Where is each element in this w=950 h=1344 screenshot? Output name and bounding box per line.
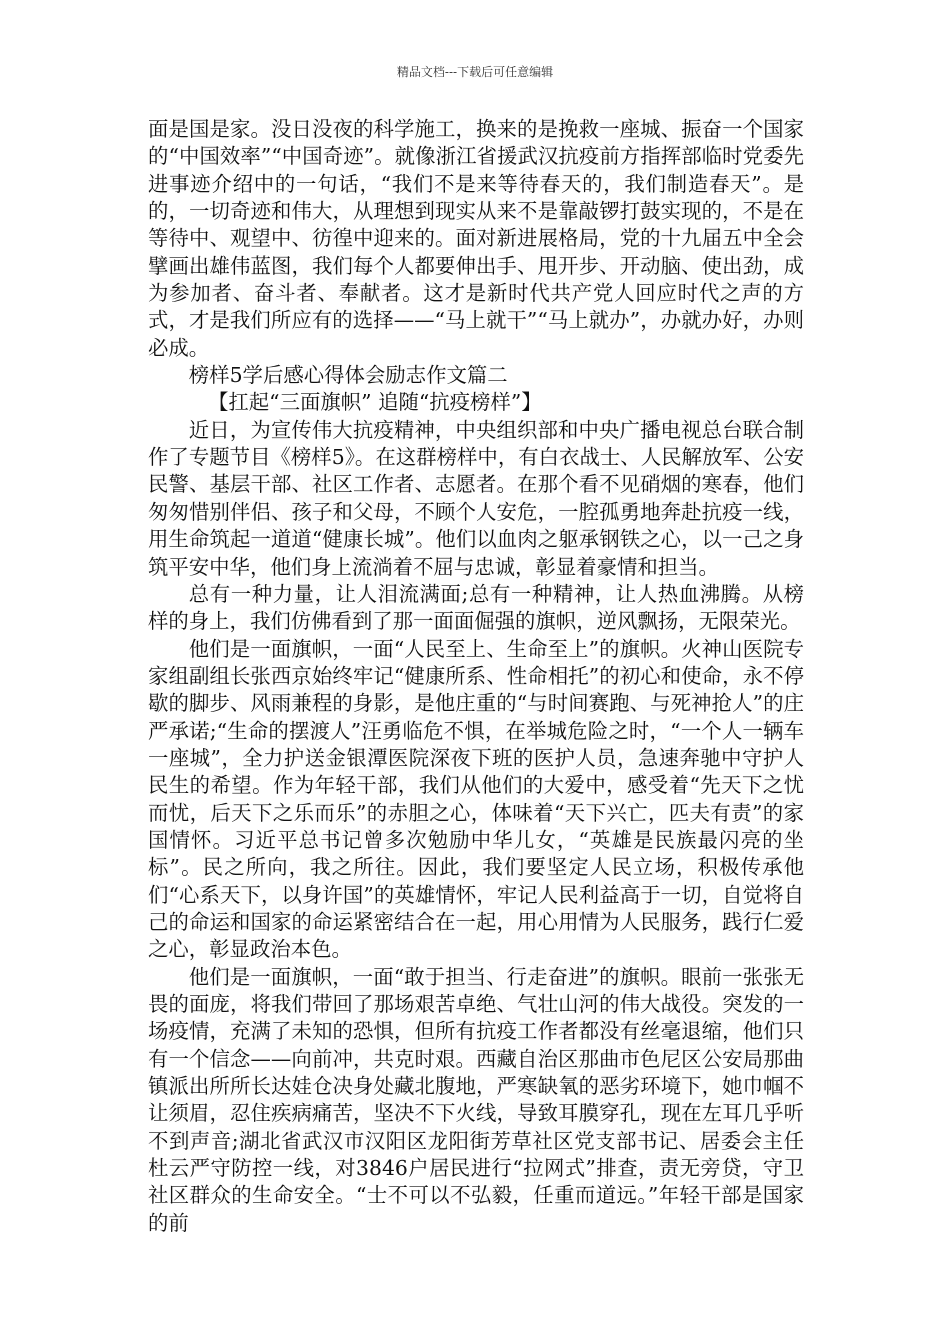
- section-subtitle: 【扛起“三面旗帜” 追随“抗疫榜样”】: [208, 390, 542, 415]
- section-title: 榜样5学后感心得体会励志作文篇二: [188, 363, 508, 388]
- document-body: [148, 116, 804, 1237]
- paragraph-3: 总有一种力量，让人泪流满面;总有一种精神，让人热血沸腾。从榜样的身上，我们仿佛看到了那一面面倔强的旗帜，逆风飘扬，无限荣光。: [148, 581, 804, 634]
- paragraph-4: 他们是一面旗帜，一面“人民至上、生命至上”的旗帜。火神山医院专家组副组长张西京始终牢记“健康所系、性命相托”的初心和使命，永不停歇的脚步、风雨兼程的身影，是他庄重的“与时间赛跑、与死神抢人”的庄严承诺;“生命的摆渡人”汪勇临危不惧，在举城危险之时，“一个人一辆车一座城”，全力护送金银潭医院深夜下班的医护人员，急速奔驰中守护人民生的希望。作为年轻干部，我们从他们的大爱中，感受着“先天下之忧而忧，后天下之乐而乐”的赤胆之心，体味着“天下兴亡，匹夫有责”的家国情怀。习近平总书记曾多次勉励中华儿女，“英雄是民族最闪亮的坐标”。民之所向，我之所往。因此，我们要坚定人民立场，积极传承他们“心系天下，以身许国”的英雄情怀，牢记人民利益高于一切，自觉将自己的命运和国家的命运紧密结合在一起，用心用情为人民服务，践行仁爱之心，彰显政治本色。: [148, 636, 804, 962]
- paragraph-1: 面是国是家。没日没夜的科学施工，换来的是挽救一座城、振奋一个国家的“中国效率”“中国奇迹”。就像浙江省援武汉抗疫前方指挥部临时党委先进事迹介绍中的一句话，“我们不是来等待春天的，我们制造春天”。是的，一切奇迹和伟大，从理想到现实从来不是靠敲锣打鼓实现的，不是在等待中、观望中、彷徨中迎来的。面对新进展格局，党的十九届五中全会擘画出雄伟蓝图，我们每个人都要伸出手、甩开步、开动脑、使出劲，成为参加者、奋斗者、奉献者。这才是新时代共产党人回应时代之声的方式，才是我们所应有的选择——“马上就干”“马上就办”，办就办好，办则必成。: [148, 117, 804, 360]
- paragraph-5: 他们是一面旗帜，一面“敢于担当、行走奋进”的旗帜。眼前一张张无畏的面庞，将我们带回了那场艰苦卓绝、气壮山河的伟大战役。突发的一场疫情，充满了未知的恐惧，但所有抗疫工作者都没有丝毫退缩，他们只有一个信念——向前冲，共克时艰。西藏自治区那曲市色尼区公安局那曲镇派出所所长达娃仓决身处藏北腹地，严寒缺氧的恶劣环境下，她巾帼不让须眉，忍住疾病痛苦，坚决不下火线，导致耳膜穿孔，现在左耳几乎听不到声音;湖北省武汉市汉阳区龙阳街芳草社区党支部书记、居委会主任杜云严守防控一线，对3846户居民进行“拉网式”排查，责无旁贷，守卫社区群众的生命安全。“士不可以不弘毅，任重而道远。”年轻干部是国家的前: [148, 964, 804, 1235]
- page-header: 精品文档---下载后可任意编辑: [396, 65, 554, 79]
- paragraph-2: 近日，为宣传伟大抗疫精神，中央组织部和中央广播电视总台联合制作了专题节目《榜样5》。在这群榜样中，有白衣战士、人民解放军、公安民警、基层干部、社区工作者、志愿者。在那个看不见硝烟的寒春，他们匆匆惜别伴侣、孩子和父母，不顾个人安危，一腔孤勇地奔赴抗疫一线，用生命筑起一道道“健康长城”。他们以血肉之躯承钢铁之心，以一己之身筑平安中华，他们身上流淌着不屈与忠诚，彰显着豪情和担当。: [148, 417, 804, 579]
